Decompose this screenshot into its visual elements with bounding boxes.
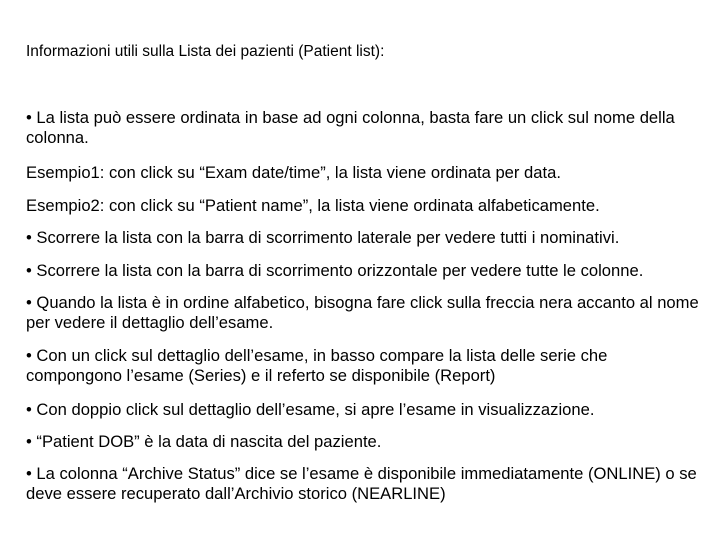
bullet-black-arrow-detail: • Quando la lista è in ordine alfabetico, bisogna fare click sulla freccia nera accanto al nome per vedere il dettaglio dell’esame. xyxy=(26,293,699,332)
bullet-double-click-view: • Con doppio click sul dettaglio dell’esame, si apre l’esame in visualizzazione. xyxy=(26,400,595,419)
bullet-vertical-scroll: • Scorrere la lista con la barra di scorrimento laterale per vedere tutti i nominativi. xyxy=(26,228,620,247)
bullet-archive-status: • La colonna “Archive Status” dice se l’esame è disponibile immediatamente (ONLINE) o se deve essere recuperato dall’Archivio storico (NEARLINE) xyxy=(26,464,697,503)
bullet-horizontal-scroll: • Scorrere la lista con la barra di scorrimento orizzontale per vedere tutte le colonne. xyxy=(26,261,644,280)
bullet-sort-by-column: • La lista può essere ordinata in base ad ogni colonna, basta fare un click sul nome della colonna. xyxy=(26,108,675,147)
bullet-series-and-report: • Con un click sul dettaglio dell’esame, in basso compare la lista delle serie che compongono l’esame (Series) e il referto se disponibile (Report) xyxy=(26,346,608,385)
example-sort-by-date: Esempio1: con click su “Exam date/time”, la lista viene ordinata per data. xyxy=(26,163,561,182)
bullet-patient-dob: • “Patient DOB” è la data di nascita del paziente. xyxy=(26,432,382,451)
example-sort-by-name: Esempio2: con click su “Patient name”, la lista viene ordinata alfabeticamente. xyxy=(26,196,600,215)
slide-title: Informazioni utili sulla Lista dei pazienti (Patient list): xyxy=(26,43,385,60)
